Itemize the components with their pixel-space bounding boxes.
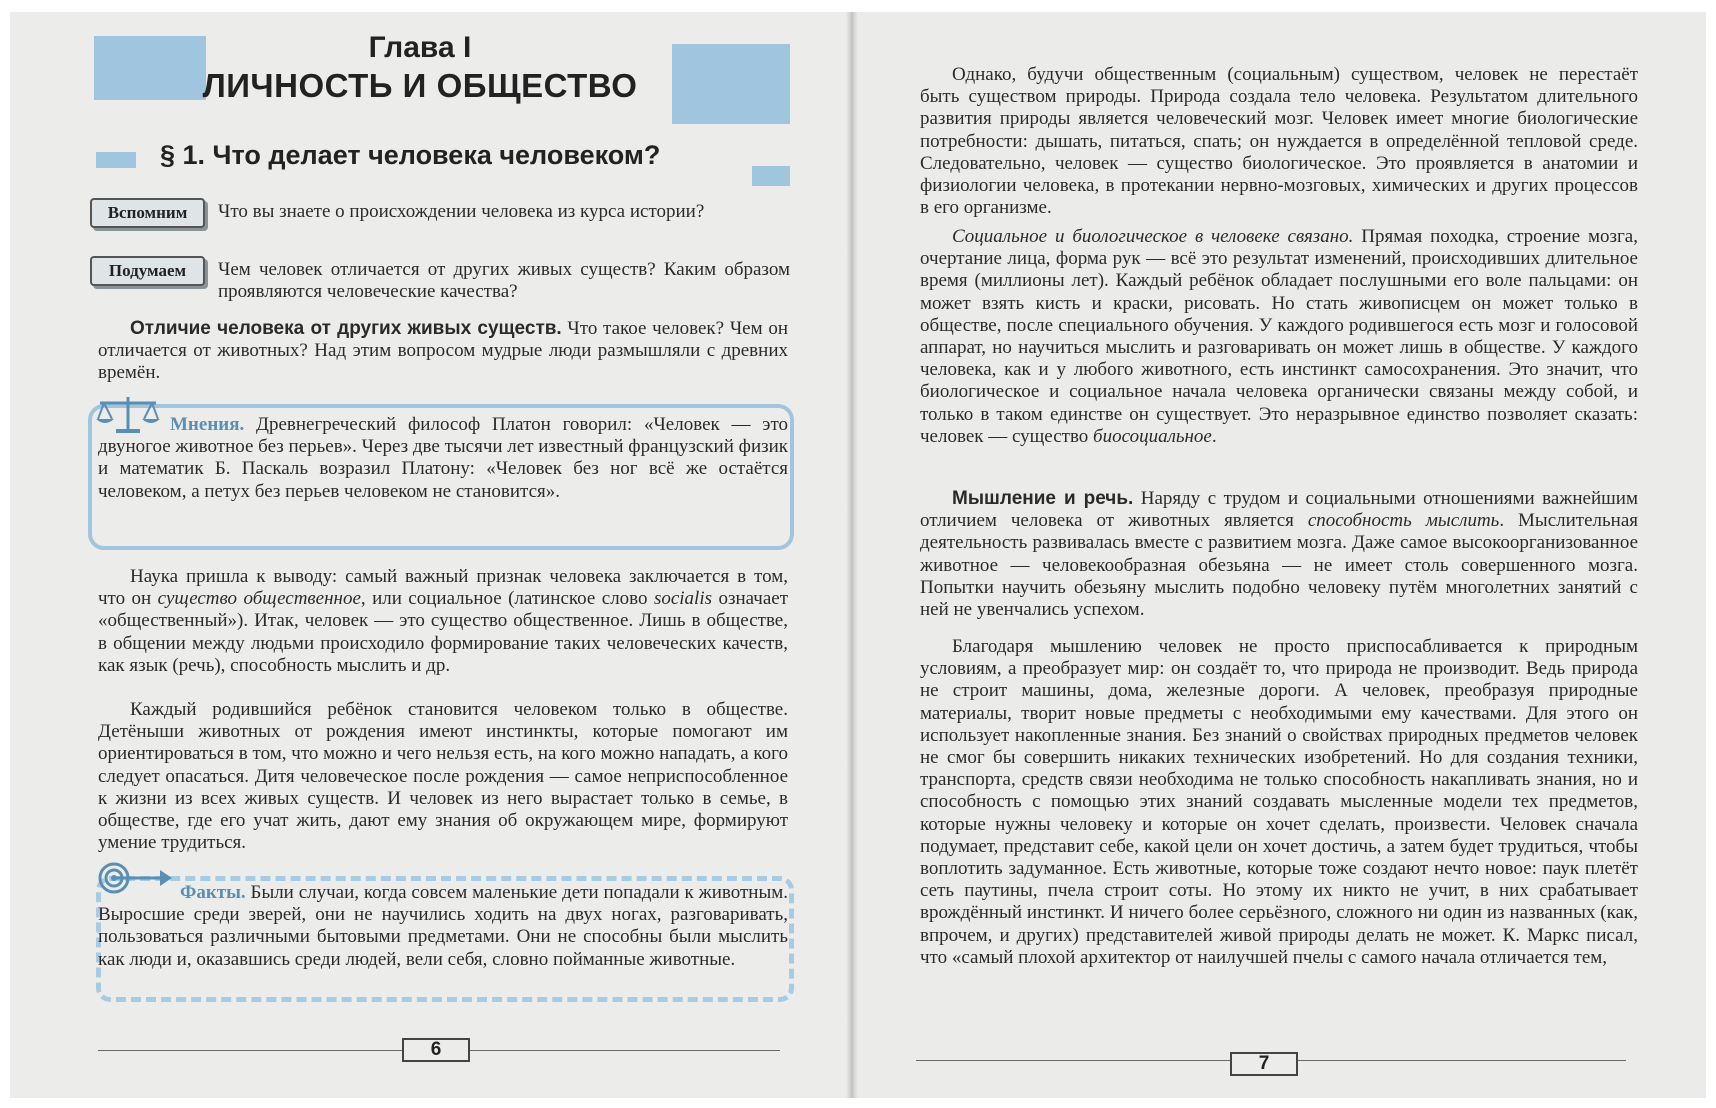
science-term-socialis: socialis bbox=[653, 588, 713, 610]
science-paragraph bbox=[98, 566, 788, 677]
science-text-e: означает «общественный»). Итак, человек — это существо общественное. Лишь в обществе, в общении между людьми происходило формирование таких человеческих качеств, как язык (речь), способность мыслить и др. bbox=[98, 588, 789, 676]
opinion-body: Древнегреческий философ Платон говорил: «Человек — это двуногое животное без перьев». Через две тысячи лет известный французский физик и математик Б. Паскаль возразил Платону: «Человек без ног всё же остаётся человеком, а петух без перьев человеком не становится». bbox=[98, 414, 789, 502]
biosocial-paragraph bbox=[920, 226, 1638, 448]
chapter-heading bbox=[160, 30, 680, 106]
header-decor-right bbox=[672, 44, 790, 124]
intro-paragraph bbox=[98, 318, 788, 385]
thinking-paragraph bbox=[920, 488, 1638, 621]
intro-text: Что такое человек? Чем он отличается от животных? Над этим вопросом мудрые люди размышляли с древних времён. bbox=[98, 318, 789, 384]
science-term-social: существо общественное bbox=[157, 588, 361, 610]
thinking-term: способность мыслить bbox=[1307, 510, 1500, 532]
thinking-heading: Мышление и речь. bbox=[952, 488, 1134, 509]
biology-paragraph: Однако, будучи общественным (социальным) существом, человек не перестаёт быть существом природы. Природа создала тело человека. Результатом длительного развития природы является человеческий мозг. Человек имеет многие биологические потребности: дышать, питаться, спать; он нуждается в определённой тепловой среде. Следовательно, человек — существо биологическое. Это проявляется в анатомии и физиологии человека, в протекании нервно-мозговых, химических и других процессов в его организме. bbox=[920, 64, 1638, 219]
section-decor-right bbox=[752, 166, 790, 186]
recall-tag: Вспомним bbox=[90, 198, 205, 228]
opinion-label: Мнения. bbox=[170, 414, 245, 435]
science-text-a: Наука пришла к выводу: самый важный признак человека заключается в том, что он bbox=[98, 566, 788, 610]
science-text-c: , или социальное (латинское слово bbox=[360, 588, 654, 610]
right-page-number: 7 bbox=[1230, 1052, 1298, 1076]
biosocial-text: Прямая походка, строение мозга, очертание лица, форма рук — всё это результат изменений, происходивших длительное время (миллионы лет). Каждый ребёнок обладает послушными его воле пальцами: он может взять кисть и краски, рисовать. Но стать живописцем он может только в обществе, после специального обучения. У каждого родившегося есть мозг и голосовой аппарат, но научиться мыслить и разговаривать он может лишь в обществе. У каждого человека, как и у любого животного, есть инстинкт самосохранения. Это значит, что биологическое и социальное начала человека органически связаны между собой, и только в таком единстве он существует. Это неразрывное единство позволяет сказать: человек — существо bbox=[920, 226, 1638, 447]
biosocial-end: . bbox=[1211, 425, 1217, 447]
facts-text bbox=[98, 882, 788, 971]
biosocial-term: биосоциальное bbox=[1093, 425, 1212, 447]
biosocial-lead: Социальное и биологическое в человеке связано. bbox=[952, 226, 1354, 247]
intro-heading: Отличие человека от других живых существ. bbox=[130, 318, 562, 339]
think-tag: Подумаем bbox=[90, 256, 205, 286]
section-title: § 1. Что делает человека человеком? bbox=[160, 140, 661, 170]
opinion-text bbox=[98, 414, 788, 503]
facts-label: Факты. bbox=[180, 882, 246, 903]
recall-text: Что вы знаете о происхождении человека из курса истории? bbox=[218, 201, 705, 222]
thinking-text-c: . Мыслительная деятельность развивалась вместе с развитием мозга. Даже самое высокоорганизованное животное — человекообразная обезьяна — не имеет столь совершенного мозга. Попытки научить обезьяну мыслить подобно человеку путём многолетних занятий с ней не увенчались успехом. bbox=[920, 510, 1639, 621]
section-decor-left bbox=[96, 152, 136, 168]
think-text: Чем человек отличается от других живых существ? Каким образом проявляются человеческие качества? bbox=[218, 259, 790, 302]
left-page-number: 6 bbox=[402, 1038, 470, 1062]
chapter-title: ЛИЧНОСТЬ И ОБЩЕСТВО bbox=[202, 67, 638, 104]
transform-paragraph: Благодаря мышлению человек не просто приспосабливается к природным условиям, а преобразует мир: он создаёт то, что природа не производит. Ведь природа не строит машины, дома, железные дороги. А человек, преобразуя природные материалы, творит новые предметы с необходимыми ему качествами. Для этого он использует накопленные знания. Без знаний о свойствах природных предметов человек не смог бы совершить никаких технических изобретений. Но для создания техники, транспорта, средств связи необходима не только способность накапливать знания, но и способность с помощью этих знаний создавать мысленные модели тех предметов, которые нужны человеку и которые он хочет сделать, произвести. Человек сначала подумает, представит себе, какой цели он хочет достичь, а затем будет трудиться, чтобы воплотить задуманное. Есть животные, которые тоже создают нечто новое: паук плетёт сеть паутины, пчела строит соты. Но этому их никто не учит, в них срабатывает врождённый инстинкт. И ничего более серьёзного, сложного ни один из названных (как, впрочем, и других) представителей живой природы делать не может. К. Маркс писал, что «самый плохой архитектор от наилучшей пчелы с самого начала отличается тем, bbox=[920, 636, 1638, 968]
chapter-label: Глава I bbox=[368, 31, 472, 64]
thinking-text-a: Наряду с трудом и социальными отношениями важнейшим отличием человека от животных является bbox=[920, 488, 1638, 532]
facts-body: Были случаи, когда совсем маленькие дети попадали к животным. Выросшие среди зверей, они не научились ходить на двух ногах, разговаривать, пользоваться различными бытовыми предметами. Они не способны были мыслить как люди и, оказавшись среди людей, вели себя, словно пойманные животные. bbox=[98, 882, 788, 970]
child-paragraph: Каждый родившийся ребёнок становится человеком только в обществе. Детёныши животных от рождения имеют инстинкты, которые помогают им ориентироваться в том, что можно и чего нельзя есть, на кого можно нападать, а кого следует опасаться. Дитя человеческое после рождения — самое неприспособленное к жизни из всех живых существ. И человек из него вырастает только в семье, в обществе, где его учат жить, дают ему знания об окружающем мире, формируют умение трудиться. bbox=[98, 699, 788, 854]
book-gutter bbox=[846, 12, 858, 1098]
